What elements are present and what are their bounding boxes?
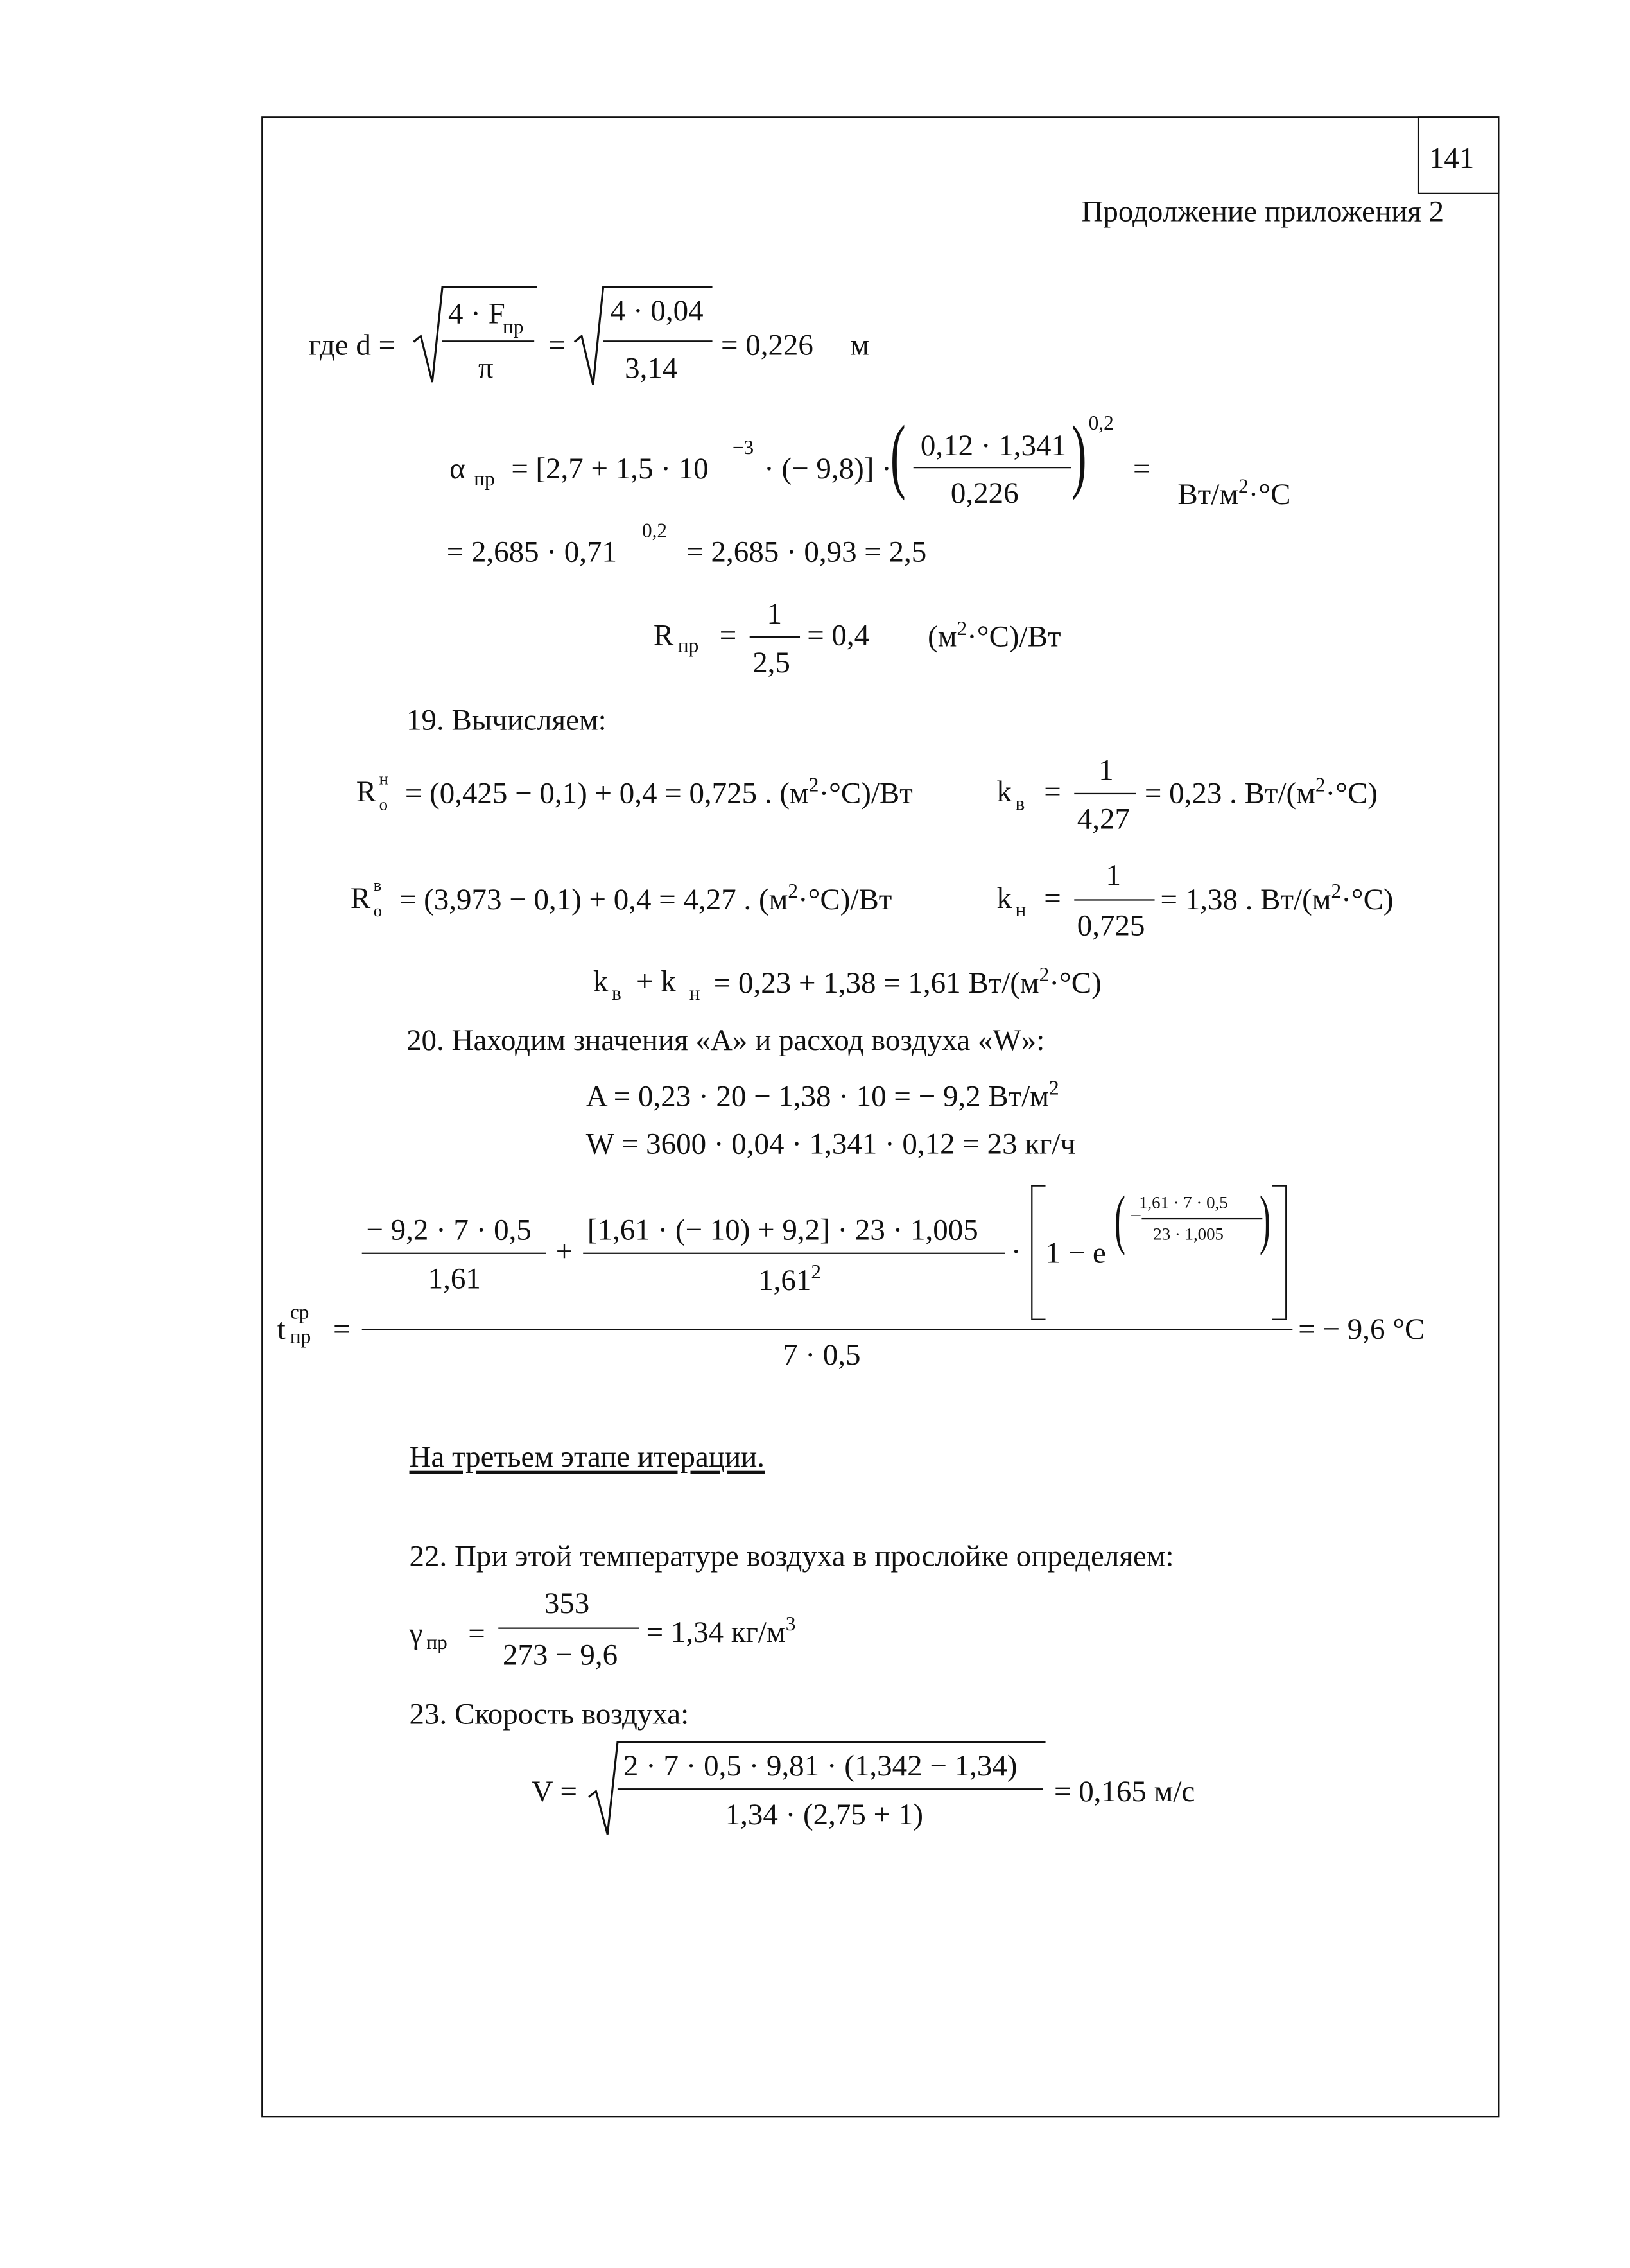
d-lhs: где d = [308,327,396,362]
tpr-rbracket-bottom [1272,1319,1287,1320]
a-expr: A = 0,23 · 20 − 1,38 · 10 = − 9,2 $Вт/м^2$ [585,1078,1059,1113]
tpr-exp-lparen: ( [1114,1182,1126,1256]
v-num: 2 · 7 · 0,5 · 9,81 · (1,342 − 1,34) [623,1748,1018,1783]
tpr-exp-bar [1141,1218,1262,1219]
kv-sub: в [1015,794,1025,816]
gamma-eq: = [468,1616,485,1651]
tpr-main-bar [362,1329,1293,1330]
tpr-exp-minus: − [1130,1207,1142,1228]
v-lhs: V = [531,1774,578,1809]
tpr-f2-num: [1,61 · (− 10) + 9,2] · 23 · 1,005 [587,1212,978,1247]
rpr-unit: $(м^2\cdot^\circ С)/Вт$ [928,619,1061,654]
d-unit: м [850,327,870,362]
alpha-lhs-sub: пр [474,469,495,492]
tpr-rbracket-top [1272,1185,1287,1187]
d-num1: 4 · F [447,295,505,331]
iteration-heading: На третьем этапе итерации. [409,1439,765,1474]
page-header: Продолжение приложения 2 [1081,193,1444,229]
rv-sup: в [373,875,382,895]
tpr-lbracket-bottom [1031,1319,1045,1320]
tpr-exp-den: 23 · 1,005 [1153,1223,1224,1244]
step22-label: 22. При этой температуре воздуха в прослойке определяем: [409,1538,1174,1573]
gamma-fraction-bar [498,1628,639,1629]
page-number: 141 [1428,141,1475,175]
ksum-k1: k [593,964,609,999]
gamma-result: = 1,34 $кг/м^3$ [646,1614,796,1650]
rpr-lhs-sub: пр [677,636,699,658]
alpha-power: 0,2 [1088,414,1114,435]
tpr-rbracket [1285,1185,1287,1319]
tpr-f1-num: − 9,2 · 7 · 0,5 [366,1212,532,1247]
tpr-f2-den: 1,61$^2$ [758,1262,822,1298]
rv-lhs: R [350,880,371,915]
kv-lhs: k [996,774,1012,809]
tpr-result: = − 9,6 °С [1298,1311,1425,1347]
kv-result: = 0,23 . $Вт/(м^2\cdot^\circ С)$ [1144,775,1378,810]
kv-num: 1 [1098,753,1114,787]
rn-sub: о [379,794,388,815]
v-den: 1,34 · (2,75 + 1) [725,1797,924,1832]
alpha-frac-num: 0,12 · 1,341 [920,428,1066,463]
tpr-plus: + [555,1234,573,1269]
kn-fraction-bar [1074,899,1154,900]
alpha-line2-b: = 2,685 · 0,93 = 2,5 [686,534,927,569]
ksum-k1-sub: в [611,984,621,1006]
step23-label: 23. Скорость воздуха: [409,1696,689,1731]
rpr-den: 2,5 [752,645,790,680]
d-result: = 0,226 [720,327,813,362]
gamma-den: 273 − 9,6 [502,1637,618,1672]
alpha-eq2: = [1132,451,1150,486]
d-fraction-bar-1 [442,340,534,342]
rn-sup: н [379,768,388,789]
ksum-k2-sub: н [689,984,700,1006]
kv-eq: = [1044,774,1061,809]
alpha-line2-exp: 0,2 [641,521,668,543]
rn-expr: = (0,425 − 0,1) + 0,4 = 0,725 . $(м^2\cdot^\circ С)/Вт$ [404,775,913,810]
tpr-lbracket-top [1031,1185,1045,1187]
alpha-bracket-end: · (− 9,8)] · [764,451,892,486]
gamma-lhs-sub: пр [426,1633,447,1655]
tpr-lhs-sup: ср [290,1302,309,1325]
tpr-f2-bar [583,1253,1005,1254]
rpr-fraction-bar [750,636,800,638]
tpr-f1-den: 1,61 [428,1261,481,1296]
rpr-result: = 0,4 [807,617,870,652]
d-den2: 3,14 [625,350,678,385]
alpha-exp: −3 [732,438,754,460]
d-num2: 4 · 0,04 [610,293,704,328]
alpha-line2-a: = 2,685 · 0,71 [446,534,618,569]
alpha-eq: = [511,451,528,486]
alpha-frac-den: 0,226 [950,475,1019,510]
tpr-main-den: 7 · 0,5 [783,1337,861,1372]
kv-fraction-bar [1074,793,1136,794]
step19-label: 19. Вычисляем: [406,702,607,737]
kn-sub: н [1015,900,1027,923]
alpha-right-paren: ) [1071,408,1087,502]
alpha-left-paren: ( [890,408,906,502]
tpr-one-minus-e: 1 − e [1045,1235,1106,1270]
rpr-num: 1 [767,596,783,631]
tpr-exp-rparen: ) [1259,1182,1270,1256]
rv-expr: = (3,973 − 0,1) + 0,4 = 4,27 . $(м^2\cdot^\circ С)/Вт$ [399,882,892,917]
alpha-unit: $Вт/м^2\cdot^\circ С$ [1177,476,1291,512]
rpr-eq: = [719,617,737,652]
ksum-expr: = 0,23 + 1,38 = 1,61 $Вт/(м^2\cdot^\circ С)$ [713,965,1102,1000]
rv-sub: о [373,900,383,921]
alpha-bracket: [2,7 + 1,5 · 10 [535,451,709,486]
tpr-eq: = [333,1311,351,1347]
d-fraction-bar-2 [603,340,713,342]
alpha-fraction-bar [914,467,1071,468]
tpr-dot: · [1010,1234,1021,1269]
step20-label: 20. Находим значения «А» и расход воздуха «W»: [406,1022,1045,1058]
tpr-lbracket [1031,1185,1032,1319]
tpr-f1-bar [362,1253,546,1254]
kn-lhs: k [996,880,1012,915]
w-expr: W = 3600 · 0,04 · 1,341 · 0,12 = 23 кг/ч [585,1126,1076,1161]
alpha-lhs: α [449,451,465,486]
gamma-num: 353 [544,1585,590,1621]
tpr-exp-num: 1,61 · 7 · 0,5 [1138,1192,1228,1213]
tpr-lhs-sub: пр [290,1327,311,1349]
kn-eq: = [1044,880,1061,915]
gamma-lhs: γ [409,1616,423,1651]
kv-den: 4,27 [1077,801,1130,836]
ksum-plus: + k [636,964,676,999]
rpr-lhs: R [653,617,674,652]
kn-den: 0,725 [1077,907,1145,943]
kn-result: = 1,38 . $Вт/(м^2\cdot^\circ С)$ [1160,882,1394,917]
kn-num: 1 [1105,857,1121,893]
v-result: = 0,165 м/с [1053,1774,1195,1809]
d-num1-sub: пр [502,317,524,339]
v-fraction-bar [618,1788,1043,1790]
d-eq: = [548,327,566,362]
d-den1: π [478,350,494,385]
tpr-lhs: t [277,1311,286,1347]
rn-lhs: R [356,774,377,809]
